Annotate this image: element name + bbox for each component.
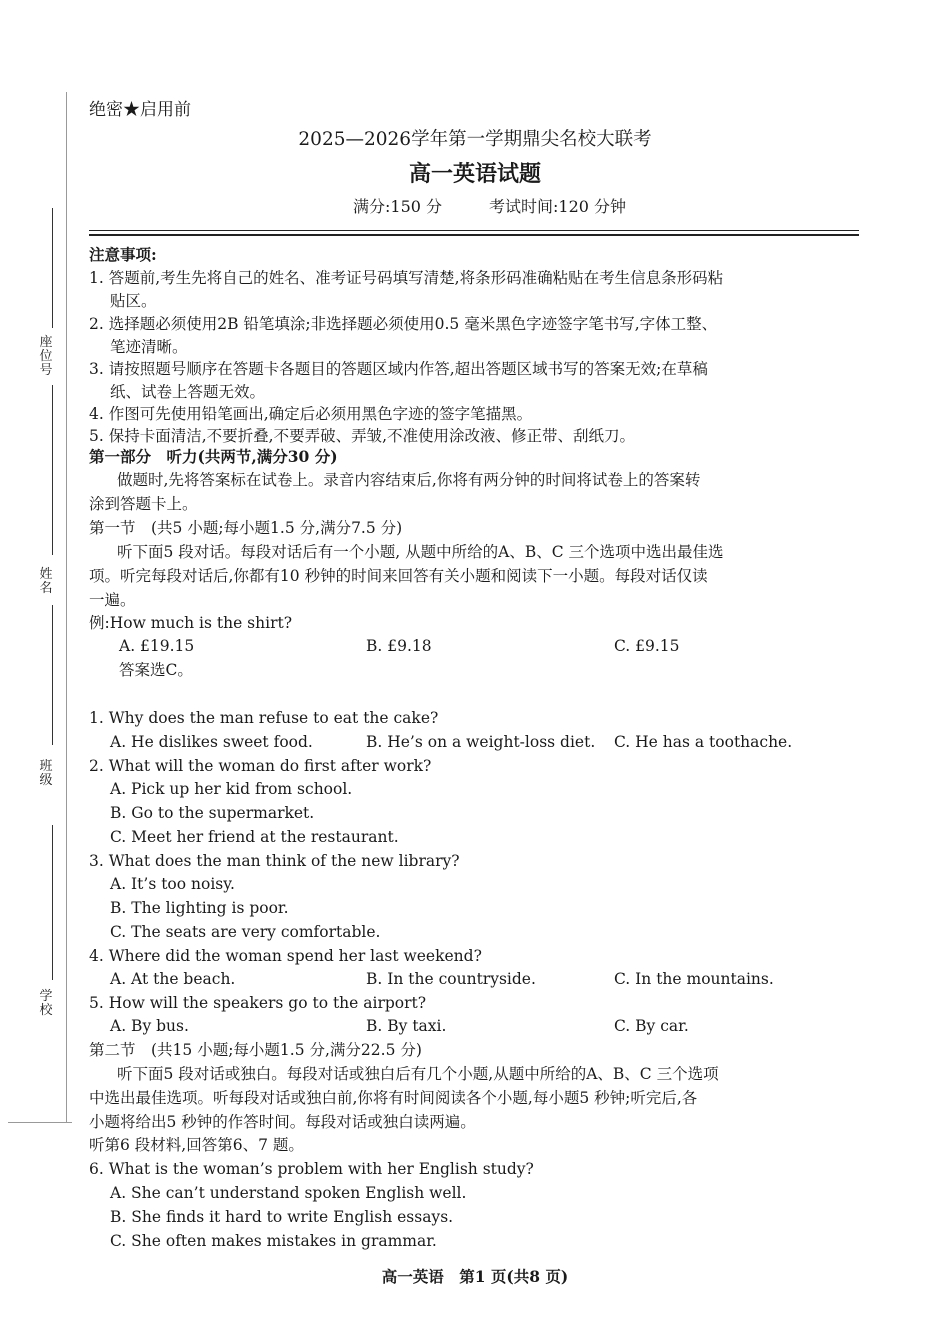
q5-option-a: A. By bus. bbox=[110, 1017, 189, 1035]
secret-mark: 绝密★启用前 bbox=[89, 100, 191, 120]
section-intro: 小题将给出5 秒钟的作答时间。每段对话或独白读两遍。 bbox=[89, 1113, 476, 1131]
binding-line bbox=[52, 605, 53, 745]
example-option: A. £19.15 bbox=[119, 637, 195, 655]
material-note: 听第6 段材料,回答第6、7 题。 bbox=[89, 1136, 304, 1154]
section-intro: 一遍。 bbox=[89, 591, 136, 609]
exam-name: 2025—2026学年第一学期鼎尖名校大联考 bbox=[298, 129, 652, 150]
part-title: 第一部分 听力(共两节,满分30 分) bbox=[89, 447, 338, 466]
score-info: 满分:150 分 bbox=[353, 197, 443, 216]
question-2: 2. What will the woman do first after work? bbox=[89, 757, 432, 775]
notice-item: 4. 作图可先使用铅笔画出,确定后必须用黑色字迹的签字笔描黑。 bbox=[89, 405, 533, 423]
q6-option-a: A. She can’t understand spoken English well. bbox=[110, 1184, 467, 1202]
q1-option-a: A. He dislikes sweet food. bbox=[110, 733, 313, 751]
example-question: 例:How much is the shirt? bbox=[89, 614, 293, 632]
page-footer: 高一英语 第1 页(共8 页) bbox=[381, 1267, 569, 1286]
example-option: B. £9.18 bbox=[366, 637, 432, 655]
q1-option-c: C. He has a toothache. bbox=[614, 733, 793, 751]
q3-option-b: B. The lighting is poor. bbox=[110, 899, 289, 917]
question-3: 3. What does the man think of the new library? bbox=[89, 852, 460, 870]
q3-option-c: C. The seats are very comfortable. bbox=[110, 923, 381, 941]
part-intro: 涂到答题卡上。 bbox=[89, 495, 198, 513]
q2-option-b: B. Go to the supermarket. bbox=[110, 804, 315, 822]
notice-item: 3. 请按照题号顺序在答题卡各题目的答题区域内作答,超出答题区域书写的答案无效;在草稿 bbox=[89, 360, 708, 378]
q5-option-c: C. By car. bbox=[614, 1017, 689, 1035]
section-title: 第一节 (共5 小题;每小题1.5 分,满分7.5 分) bbox=[89, 519, 403, 537]
question-4: 4. Where did the woman spend her last weekend? bbox=[89, 947, 482, 965]
notice-item: 5. 保持卡面清洁,不要折叠,不要弄破、弄皱,不准使用涂改液、修正带、刮纸刀。 bbox=[89, 427, 635, 445]
q2-option-c: C. Meet her friend at the restaurant. bbox=[110, 828, 399, 846]
question-1: 1. Why does the man refuse to eat the cake? bbox=[89, 709, 439, 727]
binding-line bbox=[52, 208, 53, 328]
q6-option-c: C. She often makes mistakes in grammar. bbox=[110, 1232, 437, 1250]
binding-line bbox=[52, 385, 53, 555]
header-divider bbox=[89, 234, 859, 236]
binding-line bbox=[52, 825, 53, 980]
q4-option-c: C. In the mountains. bbox=[614, 970, 774, 988]
header-divider bbox=[89, 230, 859, 231]
notice-item: 笔迹清晰。 bbox=[110, 338, 188, 356]
section-intro: 听下面5 段对话或独白。每段对话或独白后有几个小题,从题中所给的A、B、C 三个选项 bbox=[117, 1065, 719, 1083]
notice-item: 2. 选择题必须使用2B 铅笔填涂;非选择题必须使用0.5 毫米黑色字迹签字笔书写,字体工整、 bbox=[89, 315, 718, 333]
q6-option-b: B. She finds it hard to write English essays. bbox=[110, 1208, 454, 1226]
q2-option-a: A. Pick up her kid from school. bbox=[110, 780, 353, 798]
binding-margin-line bbox=[8, 1122, 72, 1123]
section-intro: 中选出最佳选项。听每段对话或独白前,你将有时间阅读各个小题,每小题5 秒钟;听完后,各 bbox=[89, 1089, 698, 1107]
part-intro: 做题时,先将答案标在试卷上。录音内容结束后,你将有两分钟的时间将试卷上的答案转 bbox=[117, 471, 701, 489]
notice-item: 纸、试卷上答题无效。 bbox=[110, 383, 266, 401]
seat-number-label: 座位号 bbox=[39, 335, 53, 378]
section-intro: 项。听完每段对话后,你都有10 秒钟的时间来回答有关小题和阅读下一小题。每段对话仅读 bbox=[89, 567, 708, 585]
class-label: 班级 bbox=[39, 759, 53, 788]
example-option: C. £9.15 bbox=[614, 637, 680, 655]
notice-item: 贴区。 bbox=[110, 292, 157, 310]
name-label: 姓名 bbox=[39, 567, 53, 596]
question-6: 6. What is the woman’s problem with her English study? bbox=[89, 1160, 534, 1178]
example-answer: 答案选C。 bbox=[119, 661, 193, 679]
q1-option-b: B. He’s on a weight-loss diet. bbox=[366, 733, 596, 751]
section-intro: 听下面5 段对话。每段对话后有一个小题, 从题中所给的A、B、C 三个选项中选出最佳选 bbox=[117, 543, 724, 561]
q4-option-a: A. At the beach. bbox=[110, 970, 236, 988]
notice-title: 注意事项: bbox=[89, 245, 157, 264]
time-info: 考试时间:120 分钟 bbox=[489, 197, 627, 216]
section-title: 第二节 (共15 小题;每小题1.5 分,满分22.5 分) bbox=[89, 1041, 422, 1059]
school-label: 学校 bbox=[39, 989, 53, 1018]
q4-option-b: B. In the countryside. bbox=[366, 970, 536, 988]
notice-item: 1. 答题前,考生先将自己的姓名、准考证号码填写清楚,将条形码准确粘贴在考生信息条形码粘 bbox=[89, 269, 724, 287]
q3-option-a: A. It’s too noisy. bbox=[110, 875, 235, 893]
binding-margin-line bbox=[66, 92, 67, 1122]
page-title: 高一英语试题 bbox=[408, 161, 541, 187]
question-5: 5. How will the speakers go to the airport? bbox=[89, 994, 427, 1012]
q5-option-b: B. By taxi. bbox=[366, 1017, 447, 1035]
